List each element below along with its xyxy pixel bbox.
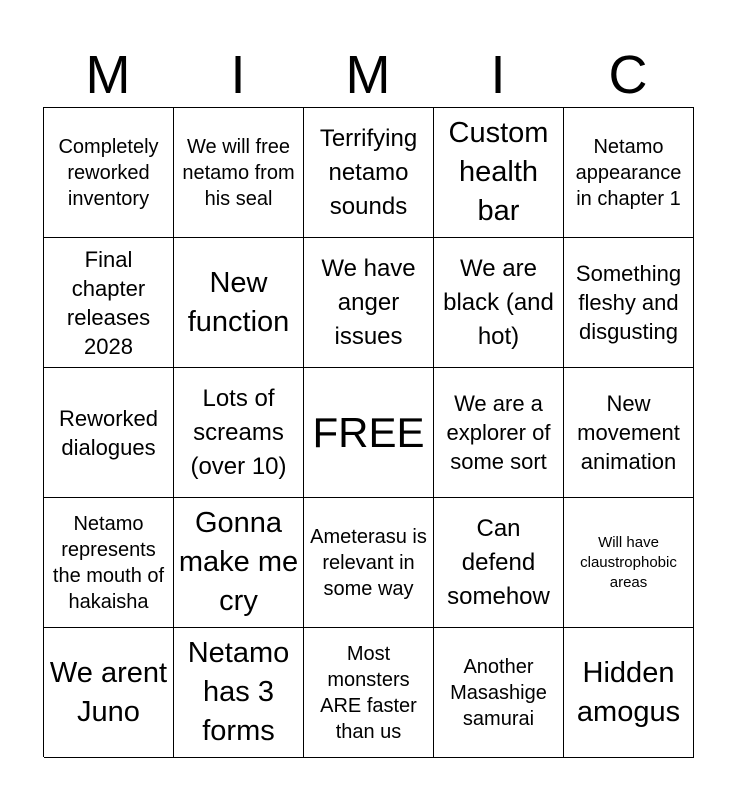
- cell-text: Netamo represents the mouth of hakaisha: [52, 512, 165, 613]
- cell-text: We have anger issues: [321, 254, 416, 350]
- bingo-cell[interactable]: [434, 498, 564, 628]
- bingo-cell[interactable]: [174, 628, 304, 758]
- cell-text: Hidden amogus: [576, 656, 681, 728]
- header-letter: I: [490, 45, 506, 105]
- header-letter: C: [608, 45, 648, 105]
- bingo-cell[interactable]: [304, 628, 434, 758]
- bingo-cell[interactable]: [44, 498, 174, 628]
- bingo-cell[interactable]: [44, 108, 174, 238]
- cell-text: Lots of screams (over 10): [190, 384, 287, 480]
- bingo-cell[interactable]: [304, 498, 434, 628]
- cell-text: New function: [187, 266, 290, 338]
- bingo-header: [43, 42, 693, 108]
- cell-text: We are black (and hot): [443, 254, 554, 350]
- bingo-cell[interactable]: [564, 628, 694, 758]
- bingo-cell[interactable]: [564, 238, 694, 368]
- cell-text: Final chapter releases 2028: [66, 246, 151, 359]
- bingo-cell[interactable]: [44, 368, 174, 498]
- bingo-cell[interactable]: [434, 628, 564, 758]
- bingo-cell[interactable]: [564, 368, 694, 498]
- cell-text: Custom health bar: [448, 117, 549, 227]
- bingo-cell[interactable]: [174, 238, 304, 368]
- bingo-cell[interactable]: [44, 628, 174, 758]
- header-letter: M: [345, 45, 391, 105]
- bingo-cell[interactable]: [564, 498, 694, 628]
- bingo-cell[interactable]: [174, 498, 304, 628]
- cell-text: Something fleshy and disgusting: [575, 261, 682, 344]
- header-letter: M: [85, 45, 131, 105]
- cell-text: We will free netamo from his seal: [182, 135, 295, 210]
- cell-text: New movement animation: [577, 391, 680, 474]
- cell-text: Ameterasu is relevant in some way: [310, 525, 427, 600]
- bingo-cell[interactable]: [44, 238, 174, 368]
- bingo-cell[interactable]: [564, 108, 694, 238]
- cell-text: Will have claustrophobic areas: [580, 533, 677, 591]
- cell-text: Can defend somehow: [447, 514, 550, 610]
- cell-text: Netamo appearance in chapter 1: [575, 135, 682, 210]
- cell-text: Gonna make me cry: [178, 507, 299, 617]
- bingo-cell[interactable]: [434, 108, 564, 238]
- bingo-cell[interactable]: [304, 108, 434, 238]
- free-space-text: FREE: [312, 408, 425, 456]
- bingo-cell[interactable]: [434, 368, 564, 498]
- cell-text: Another Masashige samurai: [450, 655, 547, 730]
- free-space-cell[interactable]: [304, 368, 434, 498]
- cell-text: Most monsters ARE faster than us: [320, 642, 417, 743]
- cell-text: Completely reworked inventory: [58, 135, 159, 210]
- header-letter: I: [230, 45, 246, 105]
- bingo-cell[interactable]: [174, 368, 304, 498]
- bingo-cell[interactable]: [174, 108, 304, 238]
- cell-text: Reworked dialogues: [58, 405, 159, 460]
- cell-text: Terrifying netamo sounds: [319, 124, 418, 220]
- bingo-cell[interactable]: [434, 238, 564, 368]
- bingo-cell[interactable]: [304, 238, 434, 368]
- bingo-card: [43, 107, 694, 757]
- cell-text: We arent Juno: [49, 656, 168, 728]
- cell-text: Netamo has 3 forms: [187, 637, 290, 747]
- cell-text: We are a explorer of some sort: [446, 391, 551, 474]
